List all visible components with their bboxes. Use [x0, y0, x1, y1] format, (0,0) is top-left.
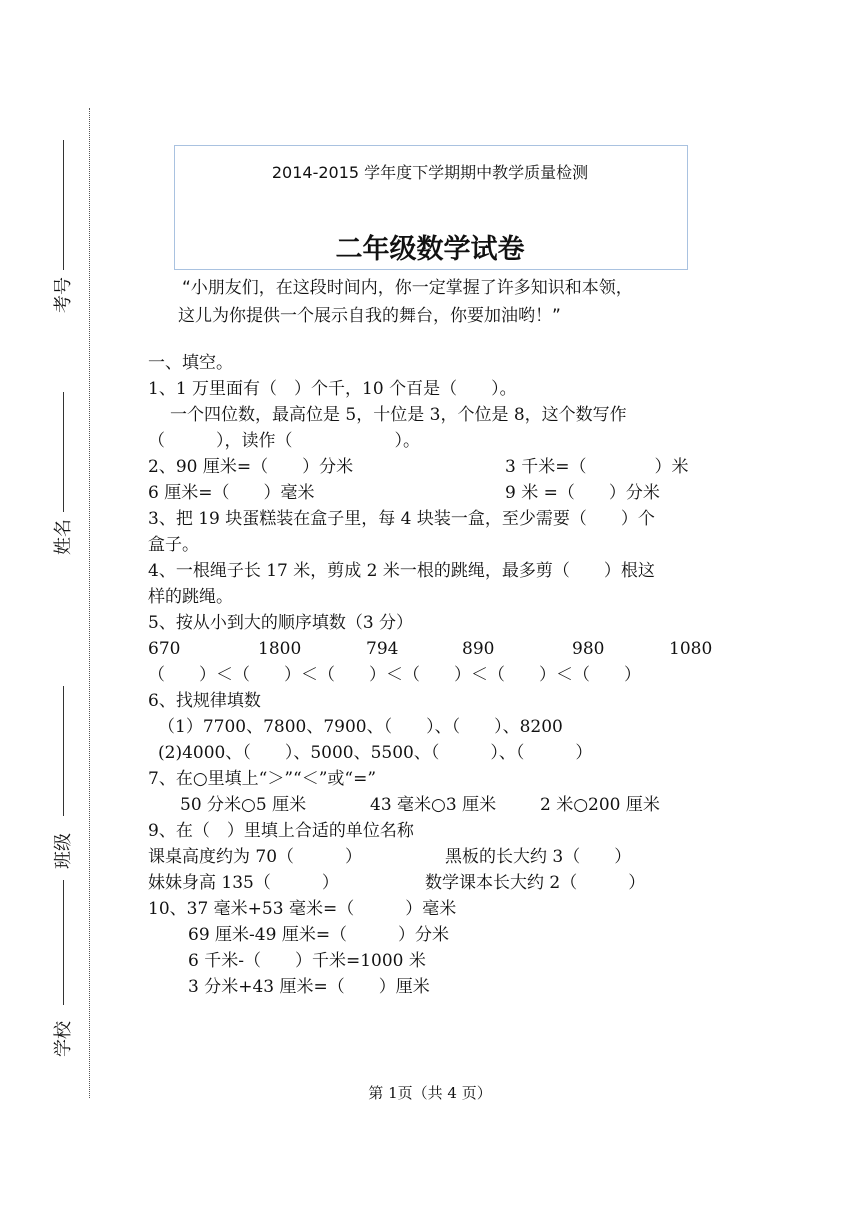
- intro-line-1: “小朋友们，在这段时间内，你一定掌握了许多知识和本领，: [182, 278, 633, 298]
- q2-item: 6 厘米=（ ）毫米: [148, 483, 315, 503]
- q5-number: 794: [366, 639, 399, 659]
- xingming-label: 姓名: [53, 519, 74, 555]
- q7-item: 43 毫米○3 厘米: [370, 795, 497, 815]
- exam-subtitle: 2014-2015 学年度下学期期中教学质量检测: [271, 163, 589, 182]
- section-heading: 一、填空。: [148, 353, 233, 373]
- q9-item: 黑板的长大约 3（ ）: [445, 847, 632, 867]
- exam-title: 二年级数学试卷: [335, 234, 525, 265]
- q5-number: 890: [462, 639, 495, 659]
- q1-line-b: 一个四位数，最高位是 5，十位是 3，个位是 8，这个数写作: [170, 405, 627, 425]
- xuexiao-label: 学校: [53, 1021, 74, 1057]
- binding-dotted-line: [89, 108, 90, 1098]
- q4-line-b: 样的跳绳。: [148, 587, 233, 607]
- q4-line-a: 4、一根绳子长 17 米，剪成 2 米一根的跳绳，最多剪（ ）根这: [148, 561, 655, 581]
- banji-underline-bottom: [63, 880, 64, 1005]
- q10-item: 6 千米-（ ）千米=1000 米: [188, 951, 426, 971]
- q2-item: 2、90 厘米=（ ）分米: [148, 457, 354, 477]
- q5-number: 980: [572, 639, 605, 659]
- q6-line-1: （1）7700、7800、7900、（ ）、（ ）、8200: [158, 717, 563, 737]
- intro-line-2: 这儿为你提供一个展示自我的舞台，你要加油哟！”: [178, 306, 561, 326]
- q5-heading: 5、按从小到大的顺序填数（3 分）: [148, 613, 414, 633]
- q10-item: 3 分米+43 厘米=（ ）厘米: [188, 977, 430, 997]
- q9-item: 数学课本长大约 2（ ）: [425, 873, 646, 893]
- q5-blanks: （ ）＜（ ）＜（ ）＜（ ）＜（ ）＜（ ）: [148, 665, 641, 685]
- q2-item: 3 千米=（ ）米: [505, 457, 689, 477]
- q6-heading: 6、找规律填数: [148, 691, 261, 711]
- q3-line-a: 3、把 19 块蛋糕装在盒子里，每 4 块装一盒，至少需要（ ）个: [148, 509, 655, 529]
- q10-item: 69 厘米-49 厘米=（ ）分米: [188, 925, 450, 945]
- q3-line-b: 盒子。: [148, 535, 199, 555]
- page-footer: 第 1页（共 4 页）: [368, 1084, 492, 1102]
- q5-number: 1080: [669, 639, 713, 659]
- q9-heading: 9、在（ ）里填上合适的单位名称: [148, 821, 414, 841]
- q9-item: 课桌高度约为 70（ ）: [148, 847, 363, 867]
- q7-heading: 7、在○里填上“＞”“＜”或“=”: [148, 769, 377, 789]
- kaohao-underline: [63, 140, 64, 270]
- q2-item: 9 米 =（ ）分米: [505, 483, 660, 503]
- q1-line-c: （ ），读作（ ）。: [148, 431, 420, 451]
- q7-item: 2 米○200 厘米: [540, 795, 660, 815]
- q5-number: 1800: [258, 639, 302, 659]
- q6-line-2: (2)4000、（ ）、5000、5500、（ ）、（ ）: [158, 743, 593, 763]
- xingming-underline: [63, 392, 64, 512]
- q10-heading: 10、37 毫米+53 毫米=（ ）毫米: [148, 899, 457, 919]
- q1-line-a: 1、1 万里面有（ ）个千，10 个百是（ ）。: [148, 379, 517, 399]
- banji-label: 班级: [53, 833, 74, 869]
- q7-item: 50 分米○5 厘米: [180, 795, 307, 815]
- q9-item: 妹妹身高 135（ ）: [148, 873, 339, 893]
- kaohao-label: 考号: [53, 277, 74, 313]
- banji-underline-top: [63, 686, 64, 816]
- q5-number: 670: [148, 639, 181, 659]
